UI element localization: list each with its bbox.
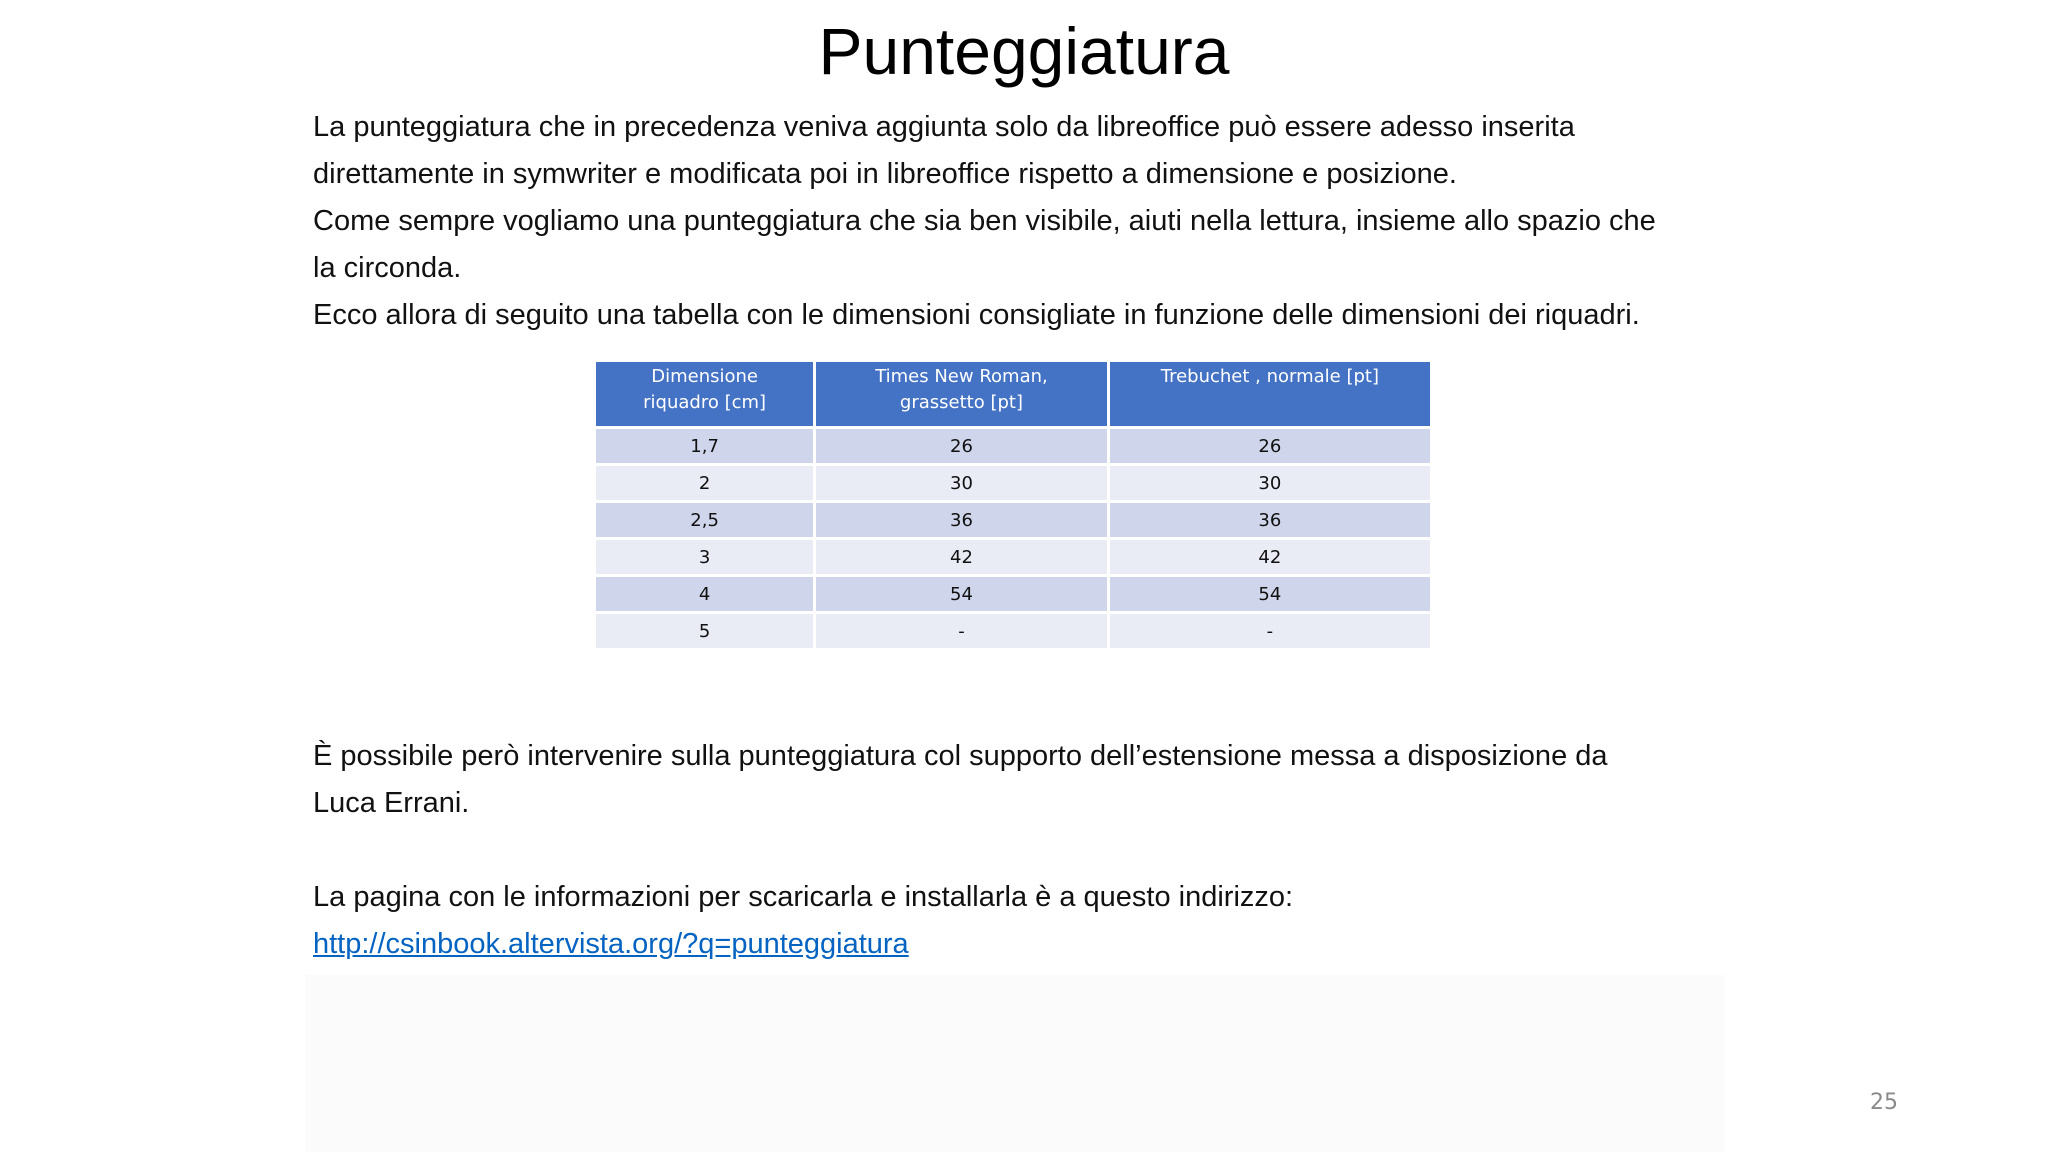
table-cell: 30: [1110, 466, 1430, 500]
intro-paragraph: [313, 104, 1733, 339]
table-cell: 30: [816, 466, 1106, 500]
table-cell: 2,5: [596, 503, 813, 537]
table-cell: 54: [816, 577, 1106, 611]
extension-line-2: Luca Errani.: [313, 787, 470, 819]
table-cell: 42: [1110, 540, 1430, 574]
header-box-size: [596, 362, 813, 426]
extension-line-1: È possibile però intervenire sulla punteggiatura col supporto dell’estensione messa a disposizione da: [313, 740, 1608, 772]
table-cell: 1,7: [596, 429, 813, 463]
table-cell: 54: [1110, 577, 1430, 611]
download-paragraph: [313, 874, 1733, 968]
size-table-container: [596, 362, 1430, 651]
header-trebuchet: [1110, 362, 1430, 426]
table-cell: -: [1110, 614, 1430, 648]
download-link[interactable]: http://csinbook.altervista.org/?q=punteggiatura: [313, 928, 909, 960]
table-row: [596, 614, 1430, 648]
size-table: [593, 359, 1433, 651]
table-cell: 42: [816, 540, 1106, 574]
table-row: [596, 429, 1430, 463]
intro-line-1: La punteggiatura che in precedenza veniva aggiunta solo da libreoffice può essere adesso inserita: [313, 111, 1575, 143]
header-trebuchet-line-1: Trebuchet , normale [pt]: [1160, 366, 1379, 387]
header-times-line-1: Times New Roman,: [875, 366, 1048, 387]
table-cell: 2: [596, 466, 813, 500]
header-times-line-2: grassetto [pt]: [899, 392, 1023, 413]
table-cell: 5: [596, 614, 813, 648]
table-cell: 26: [816, 429, 1106, 463]
intro-line-3: Come sempre vogliamo una punteggiatura che sia ben visibile, aiuti nella lettura, insieme allo spazio che: [313, 205, 1656, 237]
table-cell: 36: [1110, 503, 1430, 537]
header-times-new-roman: [816, 362, 1106, 426]
intro-line-5: Ecco allora di seguito una tabella con le dimensioni consigliate in funzione delle dimensioni dei riquadri.: [313, 299, 1640, 331]
table-header-row: [596, 362, 1430, 426]
table-cell: 4: [596, 577, 813, 611]
table-cell: 3: [596, 540, 813, 574]
header-box-size-line-2: riquadro [cm]: [643, 392, 767, 413]
table-row: [596, 466, 1430, 500]
faint-background-block: [305, 975, 1725, 1152]
download-text: La pagina con le informazioni per scaricarla e installarla è a questo indirizzo:: [313, 881, 1294, 913]
table-cell: -: [816, 614, 1106, 648]
intro-line-2: direttamente in symwriter e modificata poi in libreoffice rispetto a dimensione e posizione.: [313, 158, 1457, 190]
table-cell: 36: [816, 503, 1106, 537]
table-row: [596, 503, 1430, 537]
table-row: [596, 577, 1430, 611]
slide-title: Punteggiatura: [818, 14, 1230, 88]
extension-paragraph: [313, 733, 1733, 827]
page-number: 25: [1870, 1090, 1898, 1115]
intro-line-4: la circonda.: [313, 252, 462, 284]
download-link-line: [313, 921, 1733, 968]
table-row: [596, 540, 1430, 574]
header-box-size-line-1: Dimensione: [651, 366, 758, 387]
table-cell: 26: [1110, 429, 1430, 463]
